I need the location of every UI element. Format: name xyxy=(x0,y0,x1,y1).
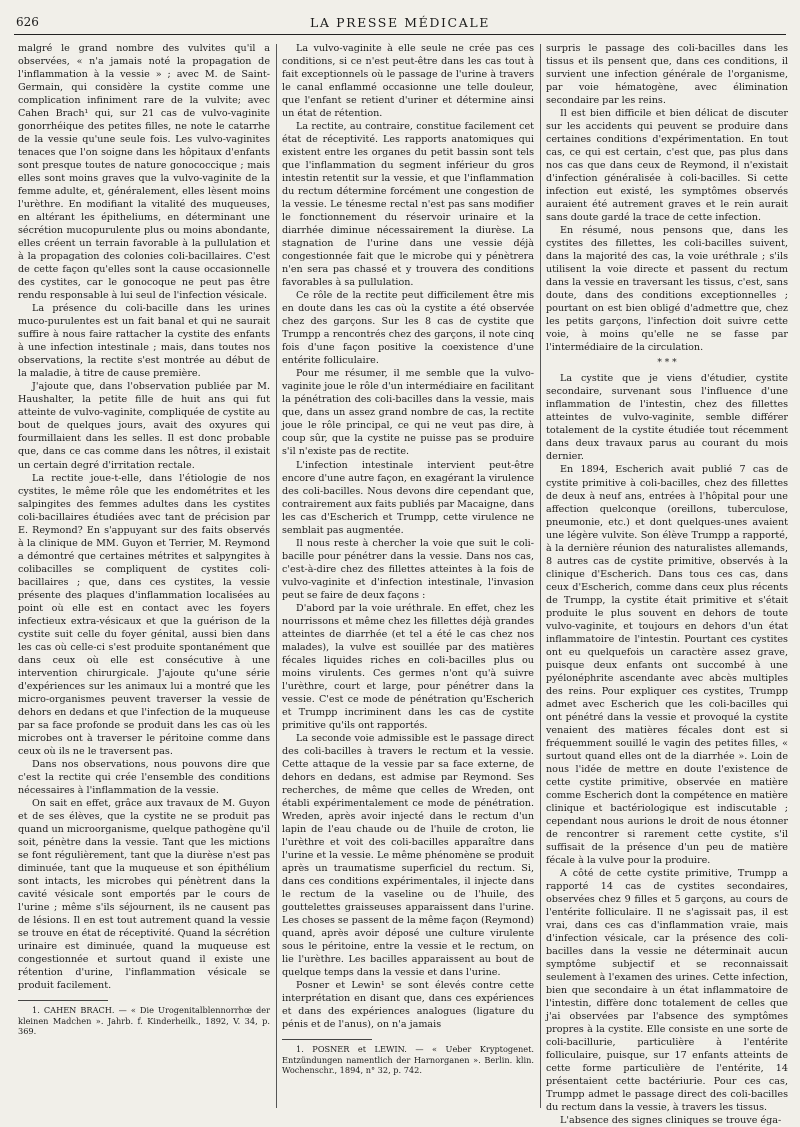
paragraph: Ce rôle de la rectite peut difficilement être mis en doute dans les cas où la cystite a été observée chez des garçons. Sur les 8 cas de cystite que Trumpp a rencontrés chez des garçons, il note cinq fois d'une façon positive la coexistence d'une entérite folliculaire. xyxy=(282,290,534,367)
paragraph: surpris le passage des coli-bacilles dans les tissus et ils pensent que, dans ces conditions, il survient une infection générale de l'organisme, par voie hématogène, avec élimination secondaire par les reins. xyxy=(546,43,788,107)
paragraph: A côté de cette cystite primitive, Trumpp a rapporté 14 cas de cystites secondaires, observées chez 9 filles et 5 garçons, au cours de l'entérite folliculaire. Il ne s'agissait pas, il est vrai, dans ces cas d'inflammation vraie, mais d'infection vésicale, car la présence des coli-bacilles dans la vessie ne déterminait aucun symptôme subjectif et se reconnaissait seulement à l'examen des urines. Cette infection, bien que secondaire à un état inflammatoire de l'intestin, diffère donc totalement de celles que j'ai observées par l'absence des symptômes propres à la cystite. Elle consiste en une sorte de coli-bacillurie, particulière à l'entérite folliculaire, puisque, sur 17 enfants atteints de cette forme particulière de l'entérite, 14 présentaient cette bactériurie. Pour ces cas, Trumpp admet le passage direct des coli-bacilles du rectum dans la vessie, à travers les tissus. xyxy=(546,867,788,1114)
column-rule xyxy=(276,44,277,1108)
paragraph: D'abord par la voie uréthrale. En effet, chez les nourrissons et même chez les fillettes déjà grandes atteintes de diarrhée (et tel a été le cas chez nos malades), la vulve est souillée par des matières fécales liquides riches en coli-bacilles plus ou moins virulents. Ces germes n'ont qu'à suivre l'urèthre, court et large, pour pénétrer dans la vessie. C'est ce mode de pénétration qu'Escherich et Trumpp incriminent dans les cas de cystite primitive qu'ils ont rapportés. xyxy=(282,602,534,731)
paragraph: L'absence des signes cliniques se trouve éga- xyxy=(560,1115,782,1127)
journal-title: LA PRESSE MÉDICALE xyxy=(310,15,490,30)
paragraph: En résumé, nous pensons que, dans les cystites des fillettes, les coli-bacilles suivent, dans la majorité des cas, la voie uréthrale ; s'ils utilisent la voie directe et passent du rectum dans la vessie en traversant les tissus, c'est, sans doute, dans des conditions exceptionnelles ; pourtant on est bien obligé d'admettre que, chez les petits garçons, l'infection doit suivre cette voie, à moins qu'elle ne se fasse par l'intermédiaire de la circulation. xyxy=(546,225,788,354)
section-asterisks: * * * xyxy=(657,358,677,369)
paragraph: La seconde voie admissible est le passage direct des coli-bacilles à travers le rectum et la vessie. Cette attaque de la vessie par sa face externe, de dehors en dedans, est admise par Reymond. Ses recherches, de même que celles de Wreden, ont établi expérimentalement ce mode de pénétration. Wreden, après avoir injecté dans le rectum d'un lapin de l'eau chaude ou de l'huile de croton, lie l'urèthre et voit des coli-bacilles apparaître dans l'urine et la vessie. Le même phénomène se produit après un traumatisme superficiel du rectum. Si, dans ces conditions expérimentales, il injecte dans le rectum de la vaseline ou de l'huile, des gouttelettes graisseuses apparaissent dans l'urine. Les choses se passent de la même façon (Reymond) quand, après avoir déposé une culture virulente sous le péritoine, entre la vessie et le rectum, on lie l'urèthre. Les bacilles apparaissent au bout de quelque temps dans la vessie et dans l'urine. xyxy=(282,732,534,979)
running-header xyxy=(14,12,786,35)
paragraph: L'infection intestinale intervient peut-être encore d'une autre façon, en exagérant la virulence des coli-bacilles. Nous devons dire cependant que, contrairement aux faits publiés par Macaigne, dans les cas d'Escherich et Trumpp, cette virulence ne semblait pas augmentée. xyxy=(282,459,534,536)
paragraph: malgré le grand nombre des vulvites qu'il a observées, « n'a jamais noté la propagation de l'inflammation à la vessie » ; avec M. de Saint-Germain, qui considère la cystite comme une complication infiniment rare de la vulvite; avec Cahen Brach¹ qui, sur 21 cas de vulvo-vaginite gonorrhéique des petites filles, ne note le catarrhe de la vessie qu'une seule fois. Les vulvo-vaginites tenaces que l'on soigne dans les hôpitaux d'enfants sont presque toutes de nature gonococcique ; mais elles sont moins graves que la vulvo-vaginite de la femme adulte, et, généralement, elles lèsent moins l'urèthre. En modifiant la vitalité des muqueuses, en altérant les épitheliums, en déterminant une sécrétion mucopurulente plus ou moins abondante, elles créent un terrain favorable à la pullulation et à la propagation des colonies coli-bacillaires. C'est de cette façon qu'elles sont la cause occasionnelle des cystites, car le gonocoque ne peut pas être rendu responsable à lui seul de l'infection vésicale. xyxy=(18,43,270,302)
paragraph: On sait en effet, grâce aux travaux de M. Guyon et de ses élèves, que la cystite ne se produit pas quand un microorganisme, quelque pathogène qu'il soit, pénètre dans la vessie. Tant que les mictions se font régulièrement, tant que la diurèse n'est pas diminuée, tant que la muqueuse et son épithélium sont intacts, les microbes qui pénètrent dans la cavité vésicale sont emportés par le cours de l'urine ; même s'ils séjournent, ils ne causent pas de lésions. Il en est tout autrement quand la vessie se trouve en état de réceptivité. Quand la sécrétion urinaire est diminuée, quand la muqueuse est congestionnée et surtout quand il existe une rétention d'urine, l'inflammation vésicale se produit facilement. xyxy=(18,797,270,992)
text-column-3 xyxy=(546,42,788,1127)
footnote: 1. CAHEN BRACH. — « Die Urogenitalblennorrhœ der kleinen Madchen ». Jahrb. f. Kinderheilk., 1892, V. 34, p. 369. xyxy=(18,1005,270,1037)
paragraph: La vulvo-vaginite à elle seule ne crée pas ces conditions, si ce n'est peut-être dans les cas tout à fait exceptionnels où le passage de l'urine à travers le canal enflammé occasionne une telle douleur, que l'enfant se retient d'uriner et détermine ainsi un état de rétention. xyxy=(282,43,534,120)
paragraph: Pour me résumer, il me semble que la vulvo-vaginite joue le rôle d'un intermédiaire en facilitant la pénétration des coli-bacilles dans la vessie, mais que, dans un assez grand nombre de cas, la rectite joue le rôle principal, ce qui ne veut pas dire, à coup sûr, que la cystite ne puisse pas se produire s'il n'existe pas de rectite. xyxy=(282,368,534,458)
paragraph: La rectite, au contraire, constitue facilement cet état de réceptivité. Les rapports anatomiques qui existent entre les organes du petit bassin sont tels que l'inflammation du segment inférieur du gros intestin retentit sur la vessie, et que l'inflammation du rectum détermine forcément une congestion de la vessie. Le ténesme rectal n'est pas sans modifier le fonctionnement du réservoir urinaire et la diarrhée diminue nécessairement la diurèse. La stagnation de l'urine dans une vessie déjà congestionnée fait que le microbe qui y pénètrera n'en sera pas chassé et y trouvera des conditions favorables à sa pullulation. xyxy=(282,121,534,289)
paragraph: Dans nos observations, nous pouvons dire que c'est la rectite qui crée l'ensemble des conditions nécessaires à l'inflammation de la vessie. xyxy=(18,758,270,796)
paragraph: Il est bien difficile et bien délicat de discuter sur les accidents qui peuvent se produire dans certaines conditions d'expérimentation. En tout cas, ce qui est certain, c'est que, pas plus dans nos cas que dans ceux de Reymond, il n'existait d'infection généralisée à coli-bacilles. Si cette infection eut existé, les symptômes observés auraient été autrement graves et le rein aurait sans doute gardé la trace de cette infection. xyxy=(546,108,788,224)
paragraph: J'ajoute que, dans l'observation publiée par M. Haushalter, la petite fille de huit ans qui fut atteinte de vulvo-vaginite, compliquée de cystite au bout de quelques jours, avait des oxyures qui fourmillaient dans les selles. Il est donc probable que, dans ce cas comme dans les nôtres, il existait un certain degré d'irritation rectale. xyxy=(18,381,270,471)
footnote: 1. POSNER et LEWIN. — « Ueber Kryptogenet. Entzündungen namentlich der Harnorganen ». Berlin. klin. Wochenschr., 1894, n° 32, p. 742. xyxy=(282,1044,534,1076)
paragraph: Posner et Lewin¹ se sont élevés contre cette interprétation en disant que, dans ces expériences et dans des expériences analogues (ligature du pénis et de l'anus), on n'a jamais xyxy=(282,980,534,1031)
page-number: 626 xyxy=(16,15,39,29)
paragraph: La cystite que je viens d'étudier, cystite secondaire, survenant sous l'influence d'une inflammation de l'intestin, chez des fillettes atteintes de vulvo-vaginite, semble différer totalement de la cystite étudiée tout récemment dans deux travaux parus au courant du mois dernier. xyxy=(546,373,788,463)
footnote-separator xyxy=(282,1039,372,1040)
text-column-1 xyxy=(18,42,270,1110)
paragraph: La rectite joue-t-elle, dans l'étiologie de nos cystites, le même rôle que les endométrites et les salpingites des femmes adultes dans les cystites coli-bacillaires étudiées avec tant de précision par E. Reymond? En s'appuyant sur des faits observés à la clinique de MM. Guyon et Terrier, M. Reymond a démontré que certaines métrites et salpyngites à colibacilles se compliquent de cystites coli-bacillaires ; que, dans ces cystites, la vessie présente des plaques d'inflammation localisées au point où elle est en contact avec les foyers infectieux extra-vésicaux et que la guérison de la cystite suit celle du foyer génital, aussi bien dans les cas où celle-ci s'est produite spontanément que dans ceux où elle est consécutive à une intervention chirurgicale. J'ajoute qu'une série d'expériences sur les animaux lui a montré que les micro-organismes peuvent traverser la vessie de dehors en dedans et que l'infection de la muqueuse par sa face profonde se produit dans les cas où les microbes ont à traverser le péritoine comme dans ceux où ils ne le traversent pas. xyxy=(18,472,270,757)
paragraph: La présence du coli-bacille dans les urines muco-purulentes est un fait banal et qui ne saurait suffire à nous faire rattacher la cystite des enfants à une infection intestinale ; mais, dans toutes nos observations, la rectite s'est montrée au début de la maladie, à titre de cause première. xyxy=(18,303,270,380)
paragraph: Il nous reste à chercher la voie que suit le coli-bacille pour pénétrer dans la vessie. Dans nos cas, c'est-à-dire chez des fillettes atteintes à la fois de vulvo-vaginite et d'infection intestinale, l'invasion peut se faire de deux façons : xyxy=(282,537,534,601)
footnote-separator xyxy=(18,1000,108,1001)
text-column-2 xyxy=(282,42,534,1110)
paragraph: En 1894, Escherich avait publié 7 cas de cystite primitive à coli-bacilles, chez des fillettes de deux à neuf ans, entrées à l'hôpital pour une affection quelconque (oreillons, tuberculose, pneumonie, etc.) et dont quelques-unes avaient une légère vulvite. Son élève Trumpp a rapporté, à la dernière réunion des naturalistes allemands, 8 autres cas de cystite primitive, observés à la clinique d'Escherich. Dans tous ces cas, dans ceux d'Escherich, comme dans ceux plus récents de Trumpp, la cystite était primitive et s'était produite le plus souvent en dehors de toute vulvo-vaginite, et toujours en dehors d'un état inflammatoire de l'intestin. Pourtant ces cystites ont eu quelquefois un caractère assez grave, puisque deux enfants ont succombé à une pyélonéphrite ascendante avec abcès multiples des reins. Pour expliquer ces cystites, Trumpp admet avec Escherich que les coli-bacilles qui ont pénétré dans la vessie et provoqué la cystite venaient des matières fécales dont est si fréquemment souillé le vagin des petites filles, « surtout quand elles ont de la diarrhée ». Loin de nous l'idée de mettre en doute l'existence de cette cystite primitive, observée en matière comme Escherich dont la compétence en matière clinique et bactériologique est indiscutable ; cependant nous aurions le droit de nous étonner de rencontrer si rarement cette cystite, s'il suffisait de la présence d'un peu de matière fécale à la vulve pour la produire. xyxy=(546,464,788,866)
column-rule xyxy=(540,44,541,1108)
